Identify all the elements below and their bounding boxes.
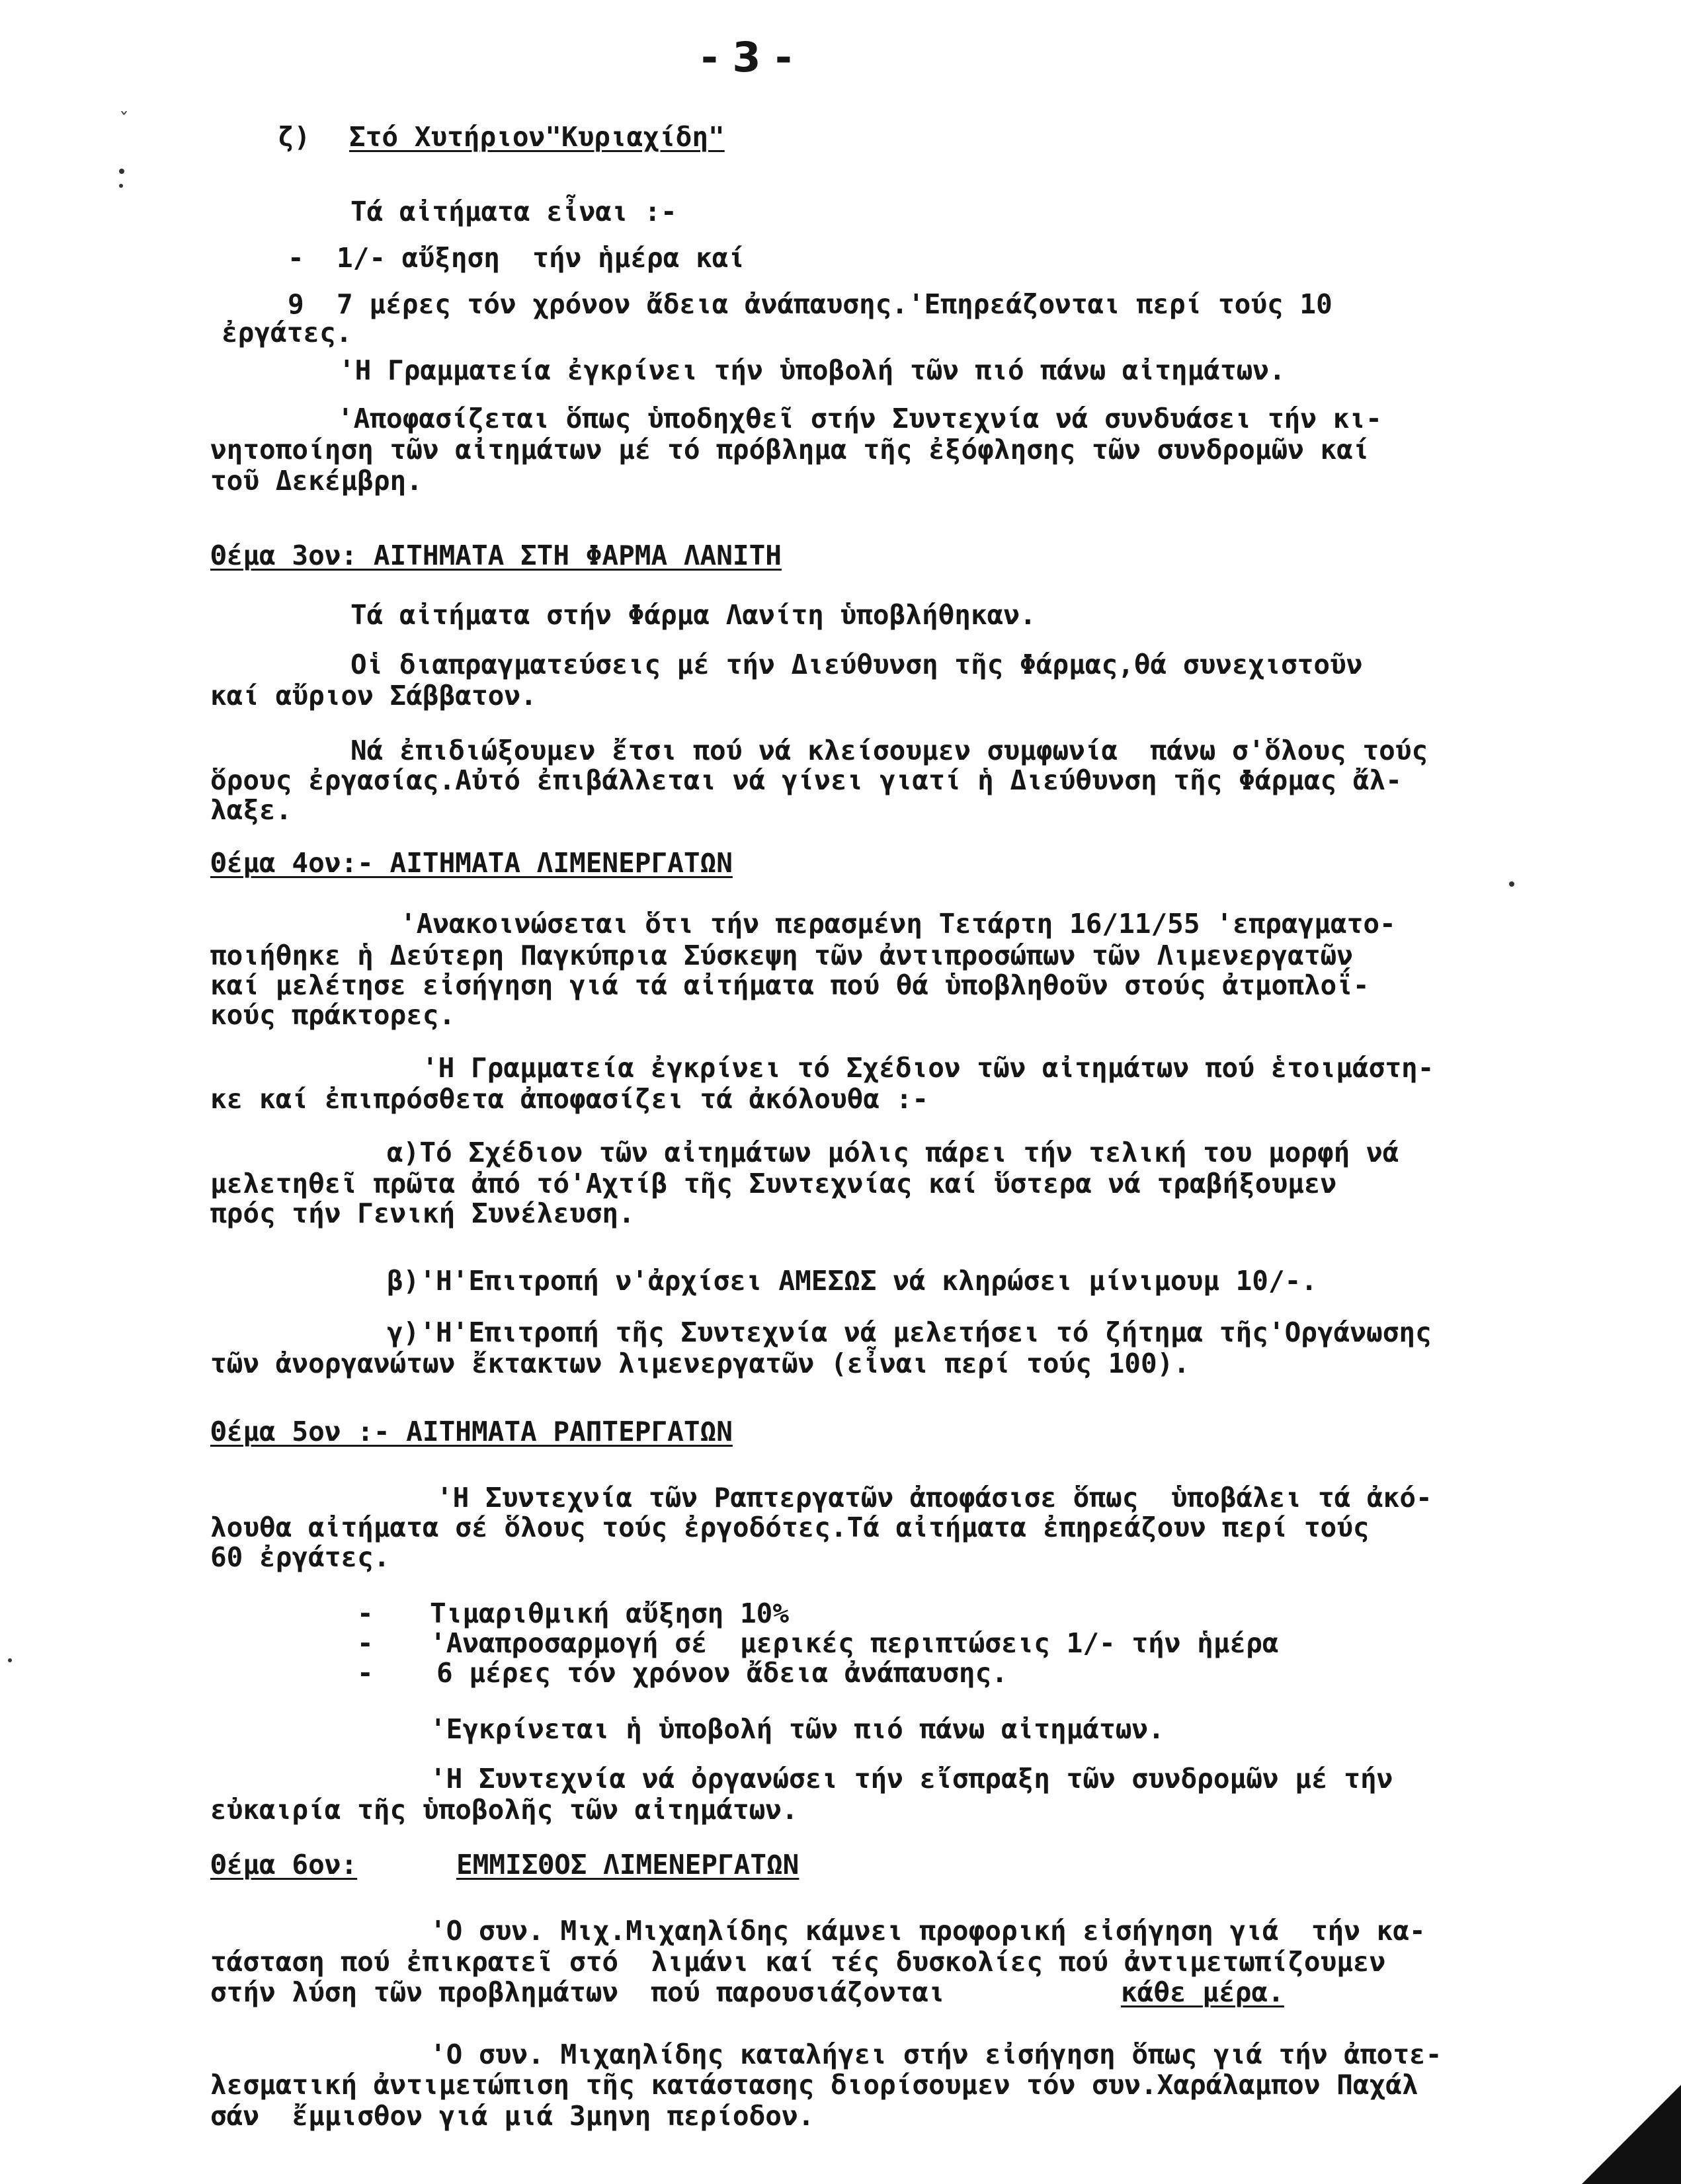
text-line: στήν λύση τῶν προβλημάτων πού παρουσιάζονται	[210, 1976, 945, 2008]
section-title: Στό Χυτήριον"Κυριαχίδη"	[349, 121, 725, 153]
text-line: 9 7 μέρες τόν χρόνον ἄδεια ἀνάπαυσης.'Επηρεάζονται περί τούς 10	[288, 288, 1332, 320]
page-number: - 3 -	[701, 33, 792, 81]
text-line: 60 ἐργάτες.	[210, 1541, 390, 1573]
margin-dot	[119, 169, 124, 174]
section-title: Θέμα 3ον: ΑΙΤΗΜΑΤΑ ΣΤΗ ΦΑΡΜΑ ΛΑΝΙΤΗ	[210, 540, 782, 571]
list-item: 6 μέρες τόν χρόνον ἄδεια ἀνάπαυσης.	[436, 1657, 1008, 1689]
text-line: 'Ο συν. Μιχ.Μιχαηλίδης κάμνει προφορική εἰσήγηση γιά τήν κα-	[430, 1915, 1426, 1947]
text-line: α)Τό Σχέδιον τῶν αἰτημάτων μόλις πάρει τήν τελική του μορφή νά	[387, 1137, 1399, 1168]
text-line: ὅρους ἐργασίας.Αὐτό ἐπιβάλλεται νά γίνει γιατί ἡ Διεύθυνση τῆς Φάρμας ἄλ-	[210, 764, 1402, 796]
list-bullet: -	[357, 1657, 374, 1689]
underlined-phrase: κάθε μέρα.	[1121, 1976, 1284, 2008]
list-bullet: -	[357, 1598, 374, 1629]
text-line: β)'Η'Επιτροπή ν'ἀρχίσει ΑΜΕΣΩΣ νά κληρώσει μίνιμουμ 10/-.	[387, 1265, 1317, 1297]
list-item: Τιμαριθμική αὔξηση 10%	[430, 1598, 790, 1629]
text-line: εὐκαιρία τῆς ὑποβολῆς τῶν αἰτημάτων.	[210, 1794, 798, 1826]
section-title-rest: ΕΜΜΙΣΘΟΣ ΛΙΜΕΝΕΡΓΑΤΩΝ	[456, 1849, 800, 1881]
text-line: μελετηθεῖ πρῶτα ἀπό τό'Αχτίβ τῆς Συντεχνίας καί ὕστερα νά τραβήξουμεν	[210, 1168, 1337, 1199]
text-line: πρός τήν Γενική Συνέλευση.	[210, 1197, 635, 1229]
text-line: τῶν ἀνοργανώτων ἔκτακτων λιμενεργατῶν (εἶναι περί τούς 100).	[210, 1348, 1190, 1379]
margin-dot	[119, 184, 123, 188]
section-title: Θέμα 6ον:	[210, 1849, 358, 1881]
margin-dot	[1509, 881, 1514, 887]
text-line: Νά ἐπιδιώξουμεν ἔτσι πού νά κλείσουμεν συμφωνία πάνω σ'ὅλους τούς	[350, 735, 1428, 766]
text-line: 'Εγκρίνεται ἡ ὑποβολή τῶν πιό πάνω αἰτημάτων.	[430, 1713, 1165, 1745]
list-bullet: -	[357, 1627, 374, 1659]
margin-dot	[8, 1658, 12, 1662]
text-line: Τά αἰτήματα στήν Φάρμα Λανίτη ὑποβλήθηκαν.	[350, 599, 1036, 631]
text-line: κε καί ἐπιπρόσθετα ἀποφασίζει τά ἀκόλουθα :-	[210, 1083, 929, 1115]
text-line: 'Αποφασίζεται ὅπως ὑποδηχθεῖ στήν Συντεχνία νά συνδυάσει τήν κι-	[337, 403, 1382, 434]
text-line: 'Η Γραμματεία ἐγκρίνει τήν ὑποβολή τῶν πιό πάνω αἰτημάτων.	[339, 354, 1286, 386]
section-title: Θέμα 5ον :- ΑΙΤΗΜΑΤΑ ΡΑΠΤΕΡΓΑΤΩΝ	[210, 1416, 733, 1447]
text-line: - 1/- αὔξηση τήν ἡμέρα καί	[288, 242, 745, 274]
text-line: Οἱ διαπραγματεύσεις μέ τήν Διεύθυνση τῆς Φάρμας,θά συνεχιστοῦν	[350, 649, 1363, 680]
section-label: ζ)	[278, 121, 311, 153]
text-line: Τά αἰτήματα εἶναι :-	[350, 196, 677, 227]
text-line: λαξε.	[210, 794, 292, 826]
text-line: ποιήθηκε ἡ Δεύτερη Παγκύπρια Σύσκεψη τῶν ἀντιπροσώπων τῶν Λιμενεργατῶν	[210, 940, 1353, 971]
text-line: 'Η Συντεχνία νά ὀργανώσει τήν εἴσπραξη τῶν συνδρομῶν μέ τήν	[430, 1763, 1393, 1795]
text-line: 'Ο συν. Μιχαηλίδης καταλήγει στήν εἰσήγηση ὅπως γιά τήν ἀποτε-	[430, 2039, 1442, 2070]
text-line: λεσματική ἀντιμετώπιση τῆς κατάστασης διορίσουμεν τόν συν.Χαράλαμπον Παχάλ	[210, 2069, 1418, 2101]
text-line: σάν ἔμμισθον γιά μιά 3μηνη περίοδον.	[210, 2100, 815, 2132]
text-line: ἐργάτες.	[222, 317, 352, 348]
list-item: 'Αναπροσαρμογή σέ μερικές περιπτώσεις 1/- τήν ἡμέρα	[430, 1627, 1279, 1659]
text-line: 'Η Συντεχνία τῶν Ραπτεργατῶν ἀποφάσισε ὅπως ὑποβάλει τά ἀκό-	[436, 1482, 1432, 1514]
text-line: 'Ανακοινώσεται ὅτι τήν περασμένη Τετάρτη 16/11/55 'επραγματο-	[400, 908, 1396, 940]
text-line: λουθα αἰτήματα σέ ὅλους τούς ἐργοδότες.Τά αἰτήματα ἐπηρεάζουν περί τούς	[210, 1512, 1370, 1543]
margin-mark: ˇ	[119, 109, 129, 132]
text-line: καί μελέτησε εἰσήγηση γιά τά αἰτήματα πού θά ὑποβληθοῦν στούς ἀτμοπλοΐ-	[210, 969, 1370, 1001]
scan-corner-shadow	[1582, 2085, 1681, 2184]
text-line: κούς πράκτορες.	[210, 999, 456, 1031]
section-title: Θέμα 4ον:- ΑΙΤΗΜΑΤΑ ΛΙΜΕΝΕΡΓΑΤΩΝ	[210, 847, 733, 879]
text-line: τάσταση πού ἐπικρατεῖ στό λιμάνι καί τές δυσκολίες πού ἀντιμετωπίζουμεν	[210, 1946, 1386, 1978]
text-line: καί αὔριον Σάββατον.	[210, 680, 537, 711]
text-line: νητοποίηση τῶν αἰτημάτων μέ τό πρόβλημα τῆς ἐξόφλησης τῶν συνδρομῶν καί	[210, 434, 1370, 465]
text-line: γ)'Η'Επιτροπή τῆς Συντεχνία νά μελετήσει τό ζήτημα τῆς'Οργάνωσης	[387, 1316, 1432, 1348]
text-line: τοῦ Δεκέμβρη.	[210, 465, 423, 497]
text-line: 'Η Γραμματεία ἐγκρίνει τό Σχέδιον τῶν αἰτημάτων πού ἑτοιμάστη-	[422, 1052, 1434, 1084]
